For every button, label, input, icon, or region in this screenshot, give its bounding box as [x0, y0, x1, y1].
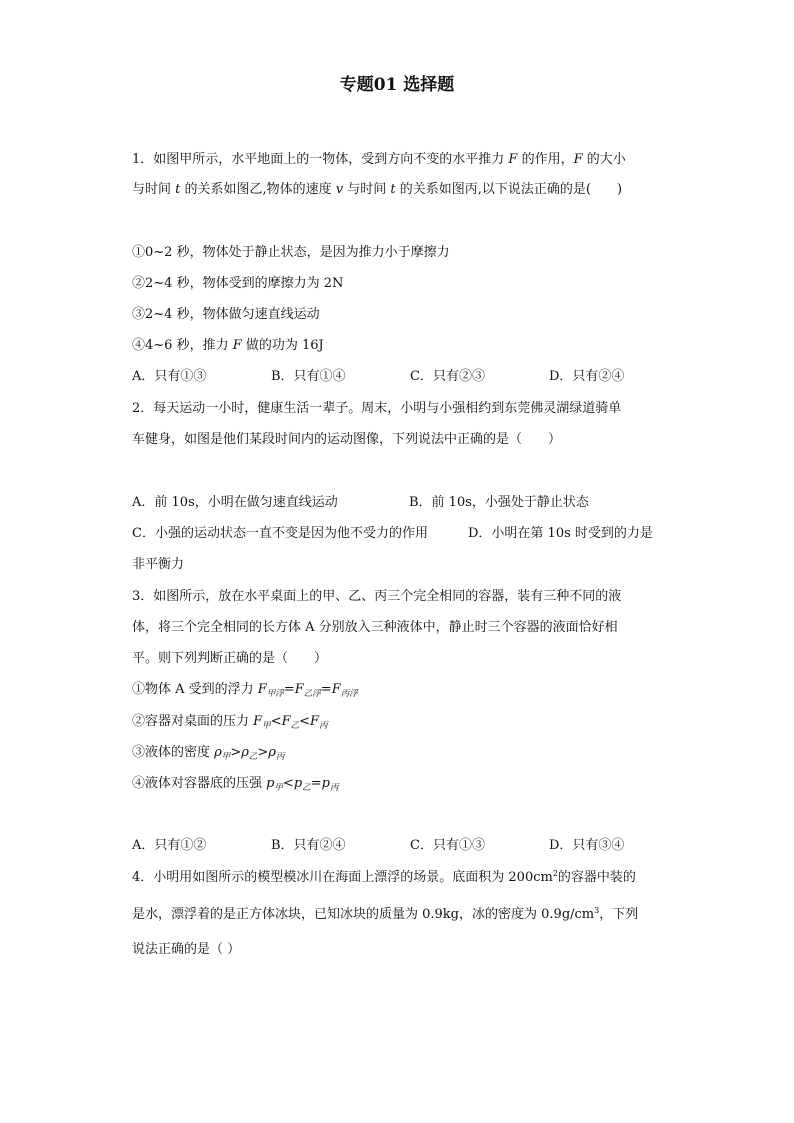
q1-stem-line-2: 与时间 t 的关系如图乙,物体的速度 v 与时间 t 的关系如图丙,以下说法正确的是( ): [132, 182, 623, 197]
q3-option-c[interactable]: C．只有①③: [410, 838, 485, 853]
q3-stem-line-3: 平。则下列判断正确的是（ ）: [132, 651, 328, 666]
q3-statement-1: ①物体 A 受到的浮力 $F_{甲浮}=F_{乙浮}=F_{丙浮}$: [132, 682, 358, 699]
q2-option-a[interactable]: A．前 10s，小明在做匀速直线运动: [132, 495, 338, 510]
q3-stem-line-1: 3．如图所示，放在水平桌面上的甲、乙、丙三个完全相同的容器，装有三种不同的液: [132, 589, 622, 604]
q3-statement-4: ④液体对容器底的压强 $p_甲<p_乙=p_丙$: [132, 776, 339, 793]
q1-statement-4: ④4~6 秒，推力 F 做的功为 16J: [132, 338, 324, 353]
q2-option-b[interactable]: B．前 10s，小强处于静止状态: [409, 495, 589, 510]
q1-statement-1: ①0~2 秒，物体处于静止状态，是因为推力小于摩擦力: [132, 245, 450, 260]
q3-option-b[interactable]: B．只有②④: [271, 838, 346, 853]
q4-stem-line-2: 是水，漂浮着的是正方体冰块，已知冰块的质量为 0.9kg，冰的密度为 $0.9g/cm^3$，下列: [132, 906, 639, 922]
q2-option-d-continued: 非平衡力: [132, 557, 185, 572]
q1-option-c[interactable]: C．只有②③: [410, 369, 485, 384]
q3-statement-3: ③液体的密度 $\rho_甲>\rho_乙>\rho_丙$: [132, 745, 285, 762]
q3-option-d[interactable]: D．只有③④: [549, 838, 625, 853]
q1-option-b[interactable]: B．只有①④: [271, 369, 346, 384]
q4-stem-line-3: 说法正确的是（ ）: [132, 942, 241, 957]
q1-option-d[interactable]: D．只有②④: [549, 369, 625, 384]
q1-option-a[interactable]: A．只有①③: [132, 369, 207, 384]
q1-stem-line-1: 1．如图甲所示，水平地面上的一物体，受到方向不变的水平推力 F 的作用，F 的大小: [132, 152, 626, 167]
q2-option-d[interactable]: D．小明在第 10s 时受到的力是: [468, 526, 653, 541]
q2-stem-line-2: 车健身，如图是他们某段时间内的运动图像，下列说法中正确的是（ ）: [132, 432, 562, 447]
q3-option-a[interactable]: A．只有①②: [132, 838, 207, 853]
q1-statement-3: ③2~4 秒，物体做匀速直线运动: [132, 307, 320, 322]
q1-statement-2: ②2~4 秒，物体受到的摩擦力为 2N: [132, 276, 344, 291]
q2-option-c[interactable]: C．小强的运动状态一直不变是因为他不受力的作用: [132, 526, 428, 541]
q2-stem-line-1: 2．每天运动一小时，健康生活一辈子。周末，小明与小强相约到东莞佛灵湖绿道骑单: [132, 401, 622, 416]
q3-statement-2: ②容器对桌面的压力 $F_甲<F_乙<F_丙$: [132, 714, 328, 731]
page-title: 专题01 选择题: [339, 75, 455, 95]
q3-stem-line-2: 体，将三个完全相同的长方体 A 分别放入三种液体中，静止时三个容器的液面恰好相: [132, 620, 618, 635]
q4-stem-line-1: 4．小明用如图所示的模型模冰川在海面上漂浮的场景。底面积为 $200cm^2$的容器中装的: [132, 869, 636, 885]
